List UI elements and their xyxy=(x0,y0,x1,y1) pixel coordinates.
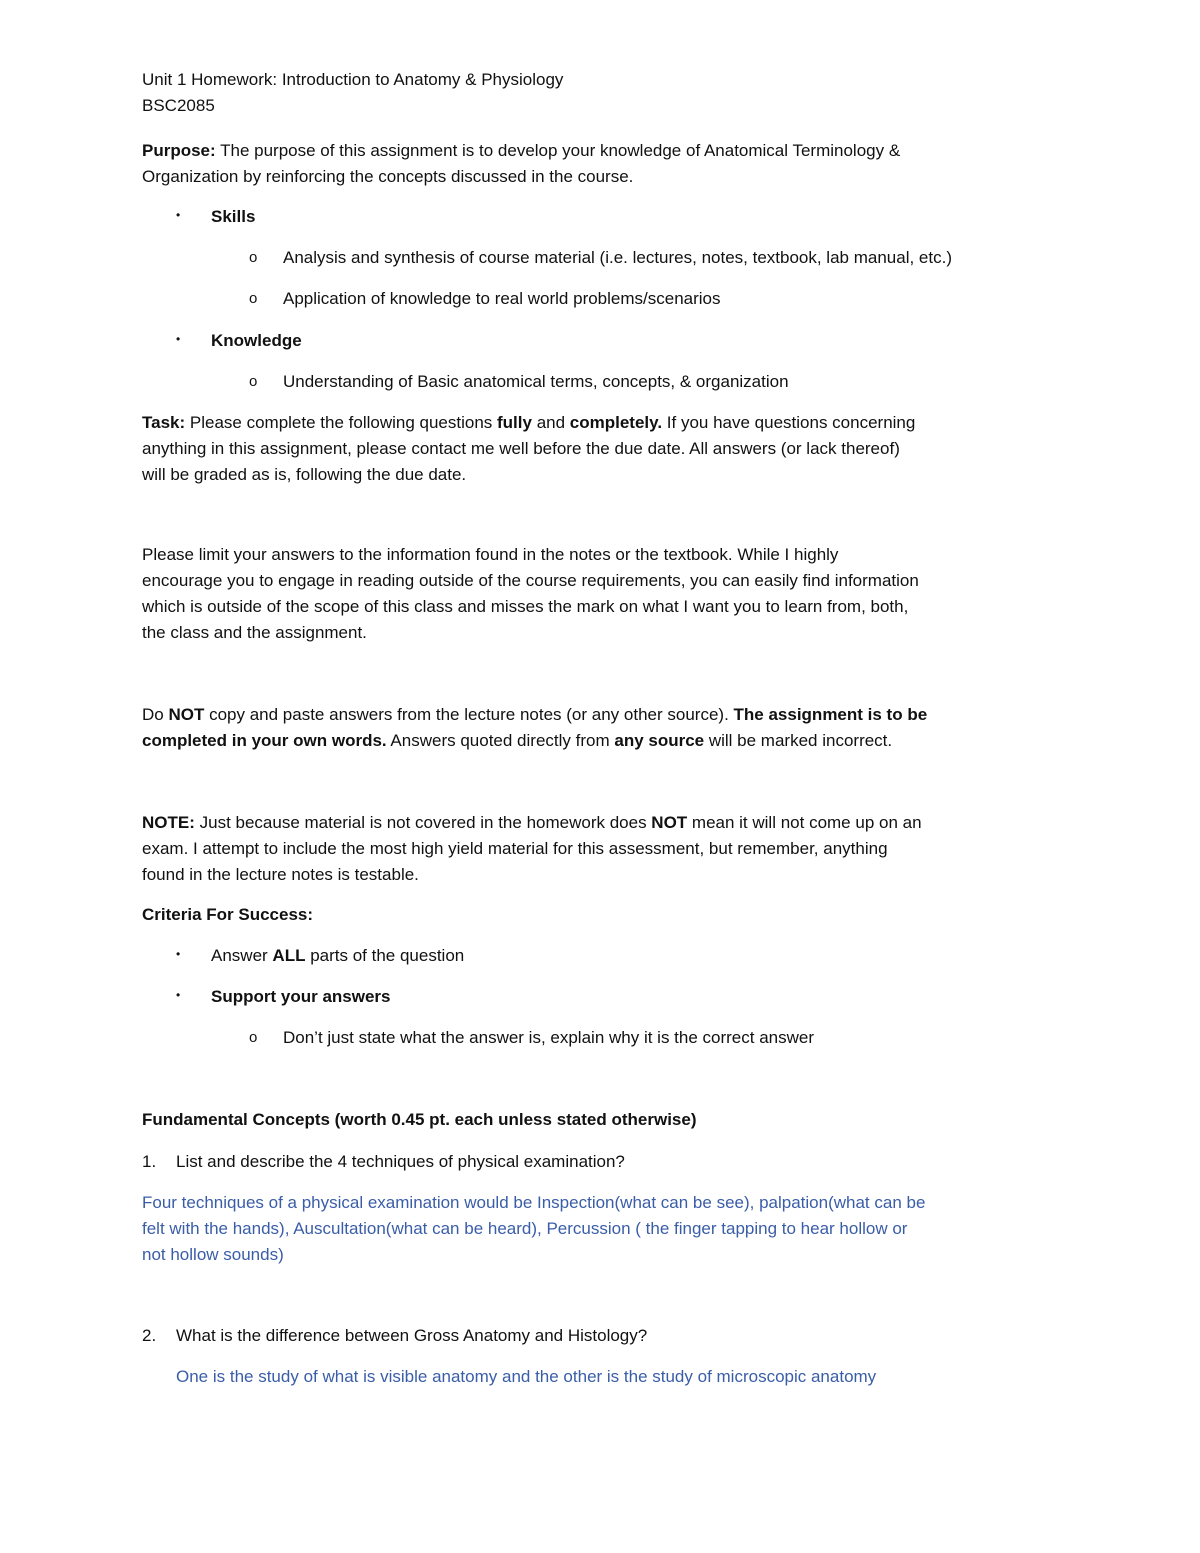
criteria-sub-item: o Don’t just state what the answer is, explain why it is the correct answer xyxy=(0,1025,1200,1051)
criteria-heading: Criteria For Success: xyxy=(142,905,314,924)
note-paragraph: NOTE: Just because material is not covered in the homework does NOT mean it will not come up on an exam. I attempt to include the most high yield material for this assessment, but remember, anything found in the lecture notes is testable. xyxy=(142,813,922,884)
bullet-icon: • xyxy=(176,208,181,222)
purpose-line-2: Organization by reinforcing the concepts discussed in the course. xyxy=(142,167,634,186)
criteria-item: • Support your answers xyxy=(0,984,1200,1010)
course-code: BSC2085 xyxy=(142,96,215,115)
sub-bullet-icon: o xyxy=(249,249,258,266)
task-line-3: will be graded as is, following the due date. xyxy=(142,465,467,484)
knowledge-heading: Knowledge xyxy=(211,331,302,350)
purpose-paragraph xyxy=(142,138,1072,190)
criteria-item: • Answer ALL parts of the question xyxy=(0,943,1200,969)
task-paragraph xyxy=(142,410,1072,488)
question-2 xyxy=(0,1323,1200,1349)
sub-bullet-icon: o xyxy=(249,1029,258,1046)
skills-bullet xyxy=(0,204,1200,230)
bullet-icon: • xyxy=(176,988,181,1002)
bullet-icon: • xyxy=(176,947,181,961)
question-number: 1. xyxy=(142,1152,157,1171)
task-label: Task: xyxy=(142,413,186,432)
question-text: List and describe the 4 techniques of physical examination? xyxy=(176,1152,625,1171)
criteria-heading-block xyxy=(142,902,1072,928)
copy-warning-paragraph: Do NOT copy and paste answers from the lecture notes (or any other source). The assignment is to be completed in your own words. Answers quoted directly from any source will be marked incorrect. xyxy=(142,705,928,750)
task-line-2: anything in this assignment, please contact me well before the due date. All answers (or lack thereof) xyxy=(142,439,900,458)
fundamentals-heading-block xyxy=(142,1107,1072,1133)
question-number: 2. xyxy=(142,1326,157,1345)
document-header xyxy=(142,67,1072,119)
knowledge-item: o Understanding of Basic anatomical terms, concepts, & organization xyxy=(0,369,1200,395)
sub-bullet-icon: o xyxy=(249,373,258,390)
task-line-1: Task: Please complete the following questions fully and completely. If you have questions concerning xyxy=(142,413,916,432)
skills-item: o Analysis and synthesis of course material (i.e. lectures, notes, textbook, lab manual, etc.) xyxy=(0,245,1200,271)
answer-1: Four techniques of a physical examination would be Inspection(what can be see), palpation(what can be felt with the hands), Auscultation(what can be heard), Percussion ( the finger tapping to hear hollow or not hollow sounds) xyxy=(142,1193,926,1264)
fundamentals-heading: Fundamental Concepts (worth 0.45 pt. each unless stated otherwise) xyxy=(142,1110,697,1129)
note-label: NOTE: xyxy=(142,813,195,832)
bullet-icon: • xyxy=(176,332,181,346)
knowledge-bullet xyxy=(0,328,1200,354)
assignment-title: Unit 1 Homework: Introduction to Anatomy & Physiology xyxy=(142,70,564,89)
skills-item: o Application of knowledge to real world problems/scenarios xyxy=(0,286,1200,312)
purpose-line-1: Purpose: The purpose of this assignment is to develop your knowledge of Anatomical Terminology & xyxy=(142,141,901,160)
purpose-label: Purpose: xyxy=(142,141,216,160)
question-1 xyxy=(0,1149,1200,1175)
sub-bullet-icon: o xyxy=(249,290,258,307)
question-text: What is the difference between Gross Anatomy and Histology? xyxy=(176,1326,648,1345)
skills-heading: Skills xyxy=(211,207,256,226)
answer-2: One is the study of what is visible anatomy and the other is the study of microscopic anatomy xyxy=(176,1367,877,1386)
limit-paragraph: Please limit your answers to the information found in the notes or the textbook. While I highly encourage you to engage in reading outside of the course requirements, you can easily find information which is outside of the scope of this class and misses the mark on what I want you to learn from, both, the class and the assignment. xyxy=(142,545,919,642)
